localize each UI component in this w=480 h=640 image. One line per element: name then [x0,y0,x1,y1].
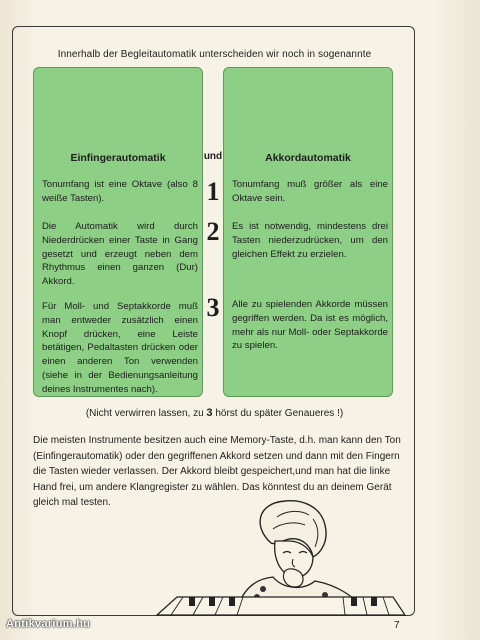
und-label: und [203,151,223,162]
row-number-2: 2 [206,217,220,246]
note-after: hörst du später Genaueres !) [212,408,344,419]
intro-text: Innerhalb der Begleitautomatik unterscheiden wir noch in sogenannte [57,49,372,60]
row-number-1: 1 [206,177,220,206]
left-cell-1: Tonumfang ist eine Oktave (also 8 weiße Tasten). [42,179,198,204]
left-column-title: Einfingerautomatik [70,152,166,164]
content-frame [12,26,415,616]
page-number: 7 [394,620,400,631]
left-column-box [33,67,203,397]
keyboard-player-illustration [153,497,408,617]
left-cell-2: Die Automatik wird durch Niederdrücken einer Taste in Gang gesetzt und erzeugt neben dem Rhythmus einen ganzen (Dur) Akkord. [42,221,198,288]
right-cell-2: Es ist notwendig, mindestens drei Tasten niederzudrücken, um den gleichen Effekt zu erzielen. [232,221,388,260]
note-text [13,407,416,419]
row-number-3: 3 [206,293,220,322]
right-column-box [223,67,393,397]
right-column-title: Akkordautomatik [265,152,351,164]
note-number: 3 [206,407,213,419]
memory-paragraph: Die meisten Instrumente besitzen auch eine Memory-Taste, d.h. man kann den Ton (Einfingerautomatik) oder den gegriffenen Akkord setzen und dann mit den Fingern die Tasten wieder verlassen. Der Akkord bleibt gespeichert,und man hat die linke Hand frei, um andere Klangregister zu wählen. Das könntest du an deinem Gerät gleich mal testen. [33,435,401,509]
left-cell-3: Für Moll- und Septakkorde muß man entweder zusätzlich einen Knopf drücken, eine Leiste betätigen, Pedaltasten drücken oder einen anderen Ton verwenden (siehe in der Bedienungsanleitung deines Instrumentes nach). [42,301,198,395]
right-cell-3: Alle zu spielenden Akkorde müssen gegriffen werden. Da ist es möglich, mehr als nur Moll- oder Septakkorde zu spielen. [232,299,388,352]
right-cell-1: Tonumfang muß größer als eine Oktave sein. [232,179,388,204]
watermark: Antikvarium.hu [6,618,91,630]
note-before: (Nicht verwirren lassen, zu [85,408,207,419]
